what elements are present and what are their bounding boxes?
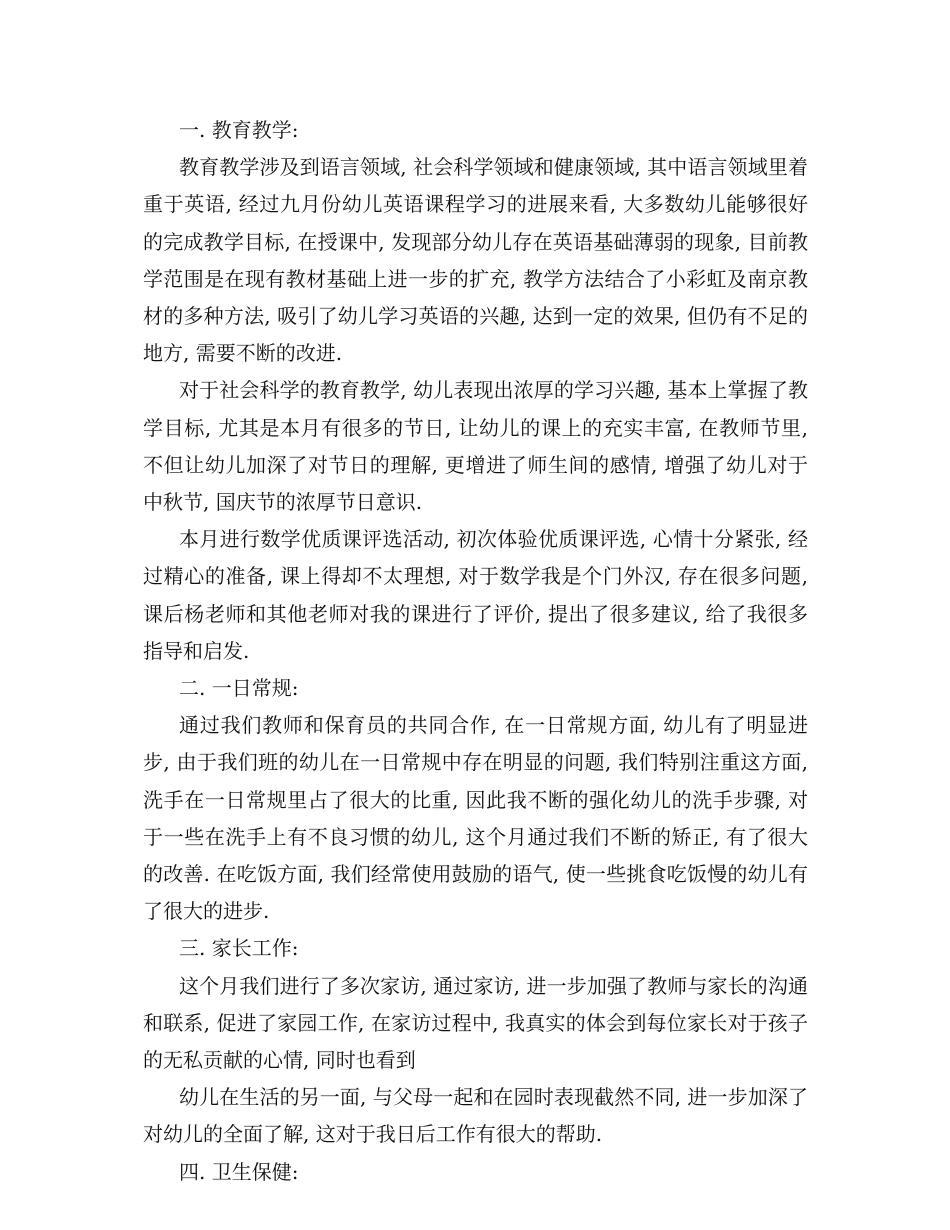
paragraph-parent-understanding: 幼儿在生活的另一面, 与父母一起和在园时表现截然不同, 进一步加深了对幼儿的全面了解, 这对于我日后工作有很大的帮助. [143, 1085, 808, 1147]
document-page [143, 112, 808, 1191]
paragraph-parent-visits: 这个月我们进行了多次家访, 通过家访, 进一步加强了教师与家长的沟通和联系, 促进了家园工作, 在家访过程中, 我真实的体会到每位家长对于孩子的无私贡献的心情, 同时也看到 [143, 973, 808, 1073]
section-heading-health-care: 四. 卫生保健: [179, 1159, 299, 1184]
paragraph-education-math: 本月进行数学优质课评选活动, 初次体验优质课评选, 心情十分紧张, 经过精心的准备, 课上得却不太理想, 对于数学我是个门外汉, 存在很多问题, 课后杨老师和其他老师对我的课进行了评价, 提出了很多建议, 给了我很多指导和启发. [143, 527, 808, 663]
section-heading-parent-work: 三. 家长工作: [179, 936, 299, 961]
section-heading-daily-routine: 二. 一日常规: [179, 676, 299, 701]
paragraph-daily-routine: 通过我们教师和保育员的共同合作, 在一日常规方面, 幼儿有了明显进步, 由于我们班的幼儿在一日常规中存在明显的问题, 我们特别注重这方面, 洗手在一日常规里占了很大的比重, 因此我不断的强化幼儿的洗手步骤, 对于一些在洗手上有不良习惯的幼儿, 这个月通过我们不断的矫正, 有了很大的改善. 在吃饭方面, 我们经常使用鼓励的语气, 使一些挑食吃饭慢的幼儿有了很大的进步. [143, 713, 808, 924]
paragraph-education-social-science: 对于社会科学的教育教学, 幼儿表现出浓厚的学习兴趣, 基本上掌握了教学目标, 尤其是本月有很多的节日, 让幼儿的课上的充实丰富, 在教师节里, 不但让幼儿加深了对节日的理解, 更增进了师生间的感情, 增强了幼儿对于中秋节, 国庆节的浓厚节日意识. [143, 378, 808, 515]
paragraph-education-language: 教育教学涉及到语言领域, 社会科学领域和健康领域, 其中语言领域里着重于英语, 经过九月份幼儿英语课程学习的进展来看, 大多数幼儿能够很好的完成教学目标, 在授课中, 发现部分幼儿存在英语基础薄弱的现象, 目前教学范围是在现有教材基础上进一步的扩充, 教学方法结合了小彩虹及南京教材的多种方法, 吸引了幼儿学习英语的兴趣, 达到一定的效果, 但仍有不足的地方, 需要不断的改进. [143, 155, 808, 366]
section-heading-education: 一. 教育教学: [179, 118, 299, 142]
